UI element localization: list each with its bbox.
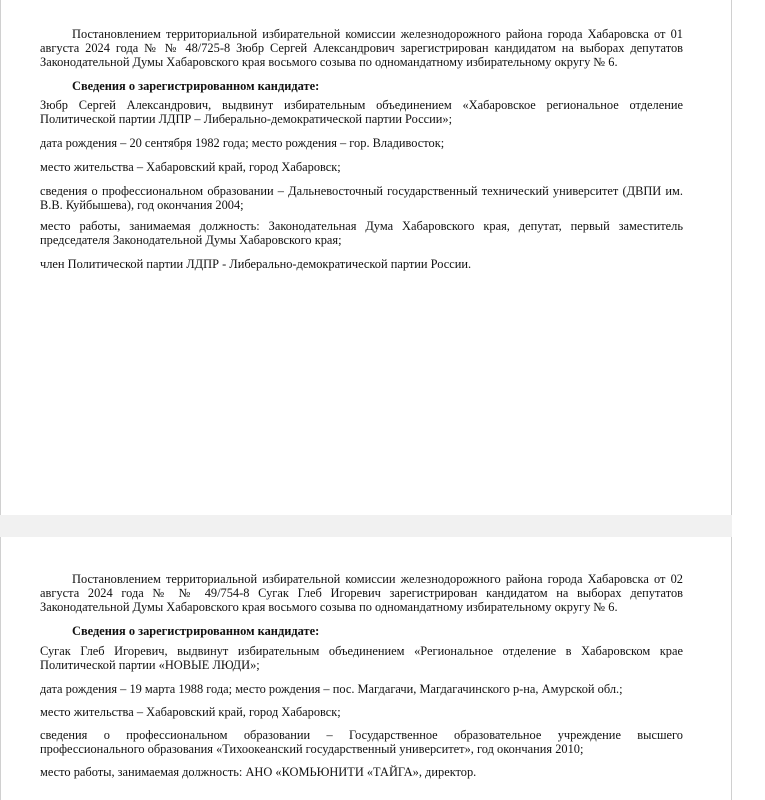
heading-wrap xyxy=(40,624,683,638)
work-wrap xyxy=(40,219,683,247)
section-heading: Сведения о зарегистрированном кандидате: xyxy=(72,624,320,638)
work-paragraph: место работы, занимаемая должность: Законодательная Дума Хабаровского края, депутат, первый заместитель председателя Законодательной Думы Хабаровского края; xyxy=(40,219,683,247)
section-heading: Сведения о зарегистрированном кандидате: xyxy=(72,79,320,93)
education-wrap xyxy=(40,184,683,212)
birth-paragraph: дата рождения – 20 сентября 1982 года; место рождения – гор. Владивосток; xyxy=(40,136,445,150)
nomination-paragraph: Зюбр Сергей Александрович, выдвинут избирательным объединением «Хабаровское региональное отделение Политической партии ЛДПР – Либерально-демократической партии России»; xyxy=(40,98,683,126)
intro-paragraph: Постановлением территориальной избирательной комиссии железнодорожного района города Хабаровска от 02 августа 2024 года № № 49/754-8 Сугак Глеб Игоревич зарегистрирован кандидатом на выборах депутатов Законодательной Думы Хабаровского края восьмого созыва по одномандатному избирательному округу № 6. xyxy=(40,572,683,614)
work-paragraph: место работы, занимаемая должность: АНО «КОМЬЮНИТИ «ТАЙГА», директор. xyxy=(40,765,477,779)
residence-wrap xyxy=(40,160,683,174)
work-wrap xyxy=(40,765,683,779)
education-paragraph: сведения о профессиональном образовании – Дальневосточный государственный технический университет (ДВПИ им. В.В. Куйбышева), год окончания 2004; xyxy=(40,184,683,212)
right-margin xyxy=(732,0,765,800)
heading-wrap xyxy=(40,79,683,93)
page-gap xyxy=(0,515,765,537)
residence-wrap xyxy=(40,705,683,719)
birth-wrap xyxy=(40,682,683,696)
nominated-wrap xyxy=(40,644,683,672)
candidate-2-block xyxy=(40,572,683,614)
candidate-1-block xyxy=(40,27,683,69)
birth-wrap xyxy=(40,136,683,150)
residence-paragraph: место жительства – Хабаровский край, город Хабаровск; xyxy=(40,705,341,719)
birth-paragraph: дата рождения – 19 марта 1988 года; место рождения – пос. Магдагачи, Магдагачинского р-на, Амурской обл.; xyxy=(40,682,623,696)
nomination-paragraph: Сугак Глеб Игоревич, выдвинут избирательным объединением «Региональное отделение в Хабаровском крае Политической партии «НОВЫЕ ЛЮДИ»; xyxy=(40,644,683,672)
education-paragraph: сведения о профессиональном образовании – Государственное образовательное учреждение высшего профессионального образования «Тихоокеанский государственный университет», год окончания 2010; xyxy=(40,728,683,756)
nominated-wrap xyxy=(40,98,683,126)
party-paragraph: член Политической партии ЛДПР - Либерально-демократической партии России. xyxy=(40,257,472,271)
residence-paragraph: место жительства – Хабаровский край, город Хабаровск; xyxy=(40,160,341,174)
party-wrap xyxy=(40,257,683,271)
intro-paragraph: Постановлением территориальной избирательной комиссии железнодорожного района города Хабаровска от 01 августа 2024 года № № 48/725-8 Зюбр Сергей Александрович зарегистрирован кандидатом на выборах депутатов Законодательной Думы Хабаровского края восьмого созыва по одномандатному избирательному округу № 6. xyxy=(40,27,683,69)
education-wrap xyxy=(40,728,683,756)
